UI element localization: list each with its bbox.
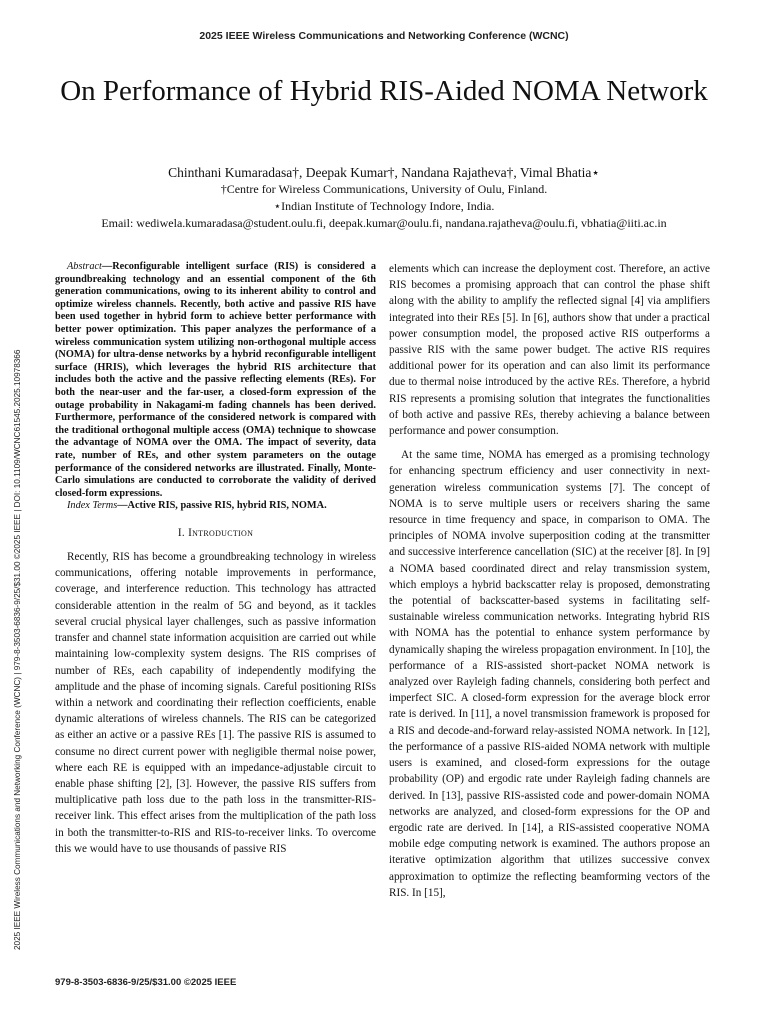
footer-copyright: 979-8-3503-6836-9/25/$31.00 ©2025 IEEE <box>55 977 237 988</box>
author-emails: Email: wediwela.kumaradasa@student.oulu.fi, deepak.kumar@oulu.fi, nandana.rajatheva@oulu.fi, vbhatia@iiti.ac.in <box>101 216 667 230</box>
affiliation-oulu: †Centre for Wireless Communications, University of Oulu, Finland. <box>220 182 548 196</box>
abstract-label: Abstract <box>67 261 102 272</box>
right-paragraph-1: elements which can increase the deployment cost. Therefore, an active RIS becomes a promising approach that can control the phase shift along with the ability to amplify the reflected signal [4] via amplifiers integrated into their REs [5]. In [6], authors show that under a practical power consumption model, the proposed active RIS outperforms a passive RIS with the same power budget. The active RIS requires additional power for its operation and can also limit its performance due to thermal noise introduced by the active REs. Therefore, a hybrid RIS represents a promising solution that integrates the functionalities of both active and passive REs, thereby achieving a balance between performance and power consumption. <box>389 263 710 438</box>
intro-paragraph: Recently, RIS has become a groundbreaking technology in wireless communications, offering notable improvements in performance, coverage, and interference reduction. This technology has attracted considerable attention in the realm of 5G and beyond, as it tackles several crucial physical layer challenges, such as passive information transfer and channel state information acquisition are carried out while maintaining low-complexity system designs. The RIS comprises of number of REs, each capability of independently modifying the amplitude and the phase of incoming signals. Careful positioning RISs within a network and coordinating their reflection coefficients, enable dynamic alterations of wireless channels. The RIS can be categorized as either an active or a passive REs [1]. The passive RIS is assumed to consume no direct current power with negligible thermal noise power, where each RE is equipped with an impedance-adjustable circuit to enable phase shifting [2], [3]. However, the passive RIS suffers from multiplicative path loss due to the path loss in the transmitter-RIS-receiver link. This effect arises from the multiplication of the path loss in both the transmitter-to-RIS and RIS-to-receiver links. To overcome this we would have to use thousands of passive RIS <box>55 551 376 855</box>
affiliation-iit-indore: ⋆Indian Institute of Technology Indore, India. <box>273 199 495 213</box>
index-terms <box>55 500 376 513</box>
conference-header: 2025 IEEE Wireless Communications and Networking Conference (WCNC) <box>199 30 569 42</box>
abstract <box>55 261 376 500</box>
left-column <box>55 261 376 857</box>
author-block <box>40 164 728 232</box>
right-paragraph-2: At the same time, NOMA has emerged as a promising technology for enhancing spectrum efficiency and user connectivity in next-generation wireless communication systems [7]. The concept of NOMA is to serve multiple users or receivers sharing the same resource in time frequency and space, in comparison to OMA. The principles of NOMA involve superposition coding at the transmitter and successive interference cancellation (SIC) at the receiver [8]. In [9] a NOMA based coordinated direct and relay transmission system, which employs a hybrid backscatter relay is proposed, demonstrating the potential of backscatter-based systems in facilitating self-sustainable wireless communication networks. Integrating hybrid RIS with NOMA has the potential to enhance system performance by dynamically shaping the wireless propagation environment. In [10], the performance of a RIS-assisted short-packet NOMA network is analyzed over Rayleigh fading channels, considering both perfect and imperfect SIC. A closed-form expression for the average block error rate is derived. In [11], a novel transmission framework is proposed for a RIS and decode-and-forward relay-assisted NOMA network. In [12], the performance of a passive RIS-aided NOMA network with multiple users is examined, and closed-form expressions for the outage probability (OP) and ergodic rate under Rayleigh fading channels are derived. In [13], passive RIS-assisted code and power-domain NOMA networks are analyzed, and closed-form expressions for the OP and ergodic rate are derived. In [14], a RIS-assisted cooperative NOMA mobile edge computing network is examined. The authors propose an iterative optimization algorithm that utilizes successive convex approximation to optimize the reflecting beamforming vectors of the RIS. In [15], <box>389 449 710 899</box>
section-title: Introduction <box>188 526 254 539</box>
index-terms-label: Index Terms <box>67 500 118 512</box>
author-names: Chinthani Kumaradasa†, Deepak Kumar†, Nandana Rajatheva†, Vimal Bhatia⋆ <box>168 165 600 180</box>
section-number: I. <box>177 526 185 539</box>
section-heading-introduction <box>55 525 376 541</box>
right-column <box>389 261 710 901</box>
paper-title: On Performance of Hybrid RIS-Aided NOMA Network <box>60 75 708 107</box>
index-terms-text: —Active RIS, passive RIS, hybrid RIS, NOMA. <box>117 500 327 512</box>
doi-side-strip: 2025 IEEE Wireless Communications and Networking Conference (WCNC) | 979-8-3503-6836-9/25/$31.00 ©2025 IEEE | DOI: 10.1109/WCNC61545.2025.10978366 <box>13 349 22 950</box>
abstract-text: —Reconfigurable intelligent surface (RIS) is considered a groundbreaking technology and an essential component of the 6th generation communications, owing to its inherent ability to control and optimize wireless channels. Recently, both active and passive RIS have been used together in hybrid form to achieve better performance with better power optimization. This paper analyzes the performance of a wireless communication system utilizing non-orthogonal multiple access (NOMA) for ultra-dense networks by a hybrid reconfigurable intelligent surface (HRIS), which leverages the hybrid RIS architecture that includes both the active and the passive reflecting elements (REs). For both the near-user and the far-user, a closed-form expression of the outage probability in Nakagami-m fading channels has been derived. Furthermore, performance of the considered network is compared with the traditional orthogonal multiple access (OMA) technique to showcase the advantage of NOMA over the OMA. The impact of severity, data rate, number of REs, and other system parameters on the outage performance of the considered networks are illustrated. Finally, Monte-Carlo simulations are conducted to corroborate the validity of derived closed-form expressions. <box>55 261 376 499</box>
